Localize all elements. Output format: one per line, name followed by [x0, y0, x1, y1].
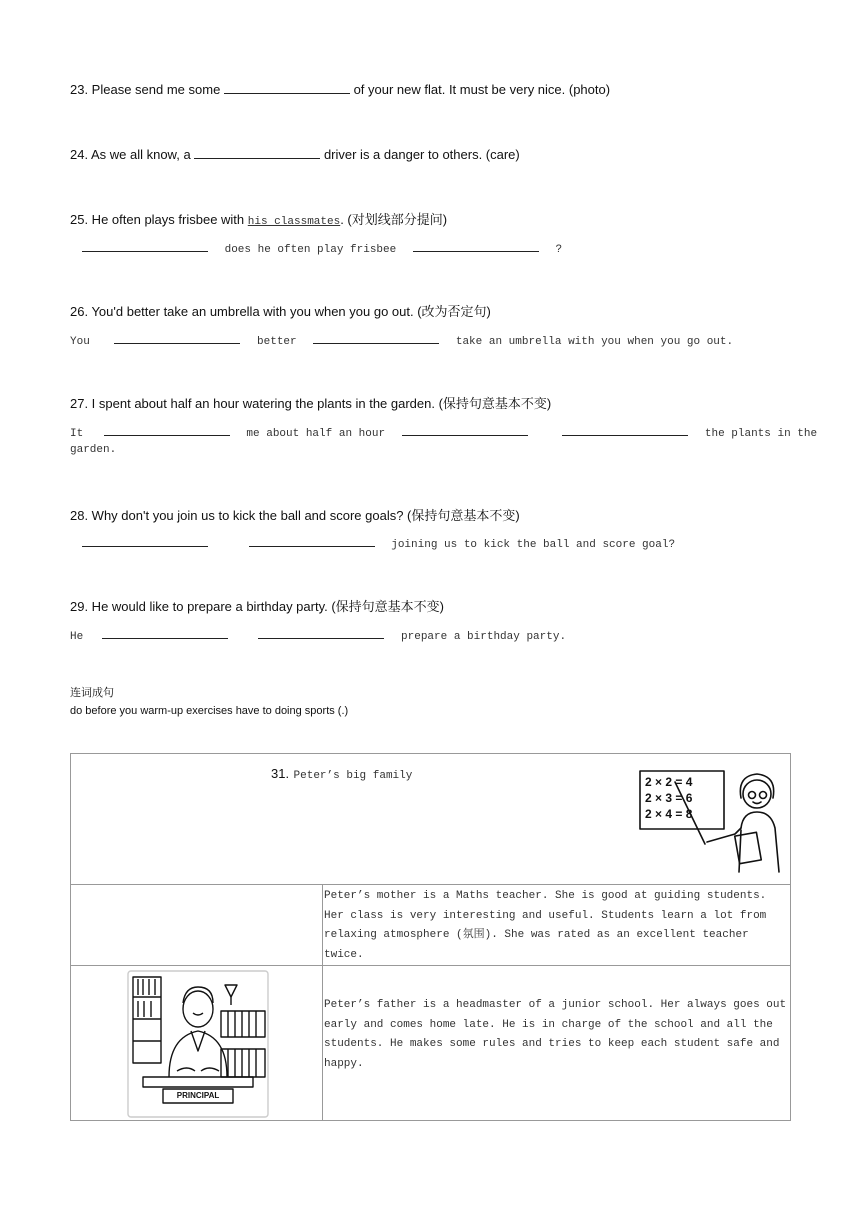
- question-23-text: 23. Please send me some: [70, 82, 221, 97]
- father-description: Peter’s father is a headmaster of a junior school. Her always goes out early and comes home late. He is in charge of the school and all the students. He makes some rules and tries to keep each student safe and happy.: [324, 999, 787, 1070]
- question-27: 27. I spent about half an hour watering the plants in the garden. (保持句意基本不变): [70, 396, 552, 411]
- question-23: [70, 82, 610, 98]
- section-title: 连词成句: [70, 687, 114, 699]
- answer-line-27-wrap: garden.: [70, 444, 117, 456]
- principal-plaque: PRINCIPAL: [176, 1091, 220, 1100]
- answer-blank[interactable]: [102, 627, 228, 639]
- card-title: Peter’s big family: [293, 770, 413, 782]
- answer-text: the plants in the: [704, 428, 818, 440]
- equation: 2 × 4 = 8: [645, 807, 693, 821]
- question-25: [70, 212, 447, 230]
- question-28: 28. Why don't you join us to kick the ball and score goals? (保持句意基本不变): [70, 508, 520, 523]
- question-25-text: 25. He often plays frisbee with: [70, 212, 245, 227]
- answer-blank[interactable]: [82, 240, 208, 252]
- answer-text: He: [70, 631, 84, 643]
- answer-blank[interactable]: [104, 424, 230, 436]
- answer-blank[interactable]: [224, 82, 350, 94]
- blackboard-text: [645, 774, 692, 822]
- answer-text: does he often play frisbee: [224, 244, 397, 256]
- answer-blank[interactable]: [413, 240, 539, 252]
- family-card: [70, 753, 791, 1121]
- mother-image-cell: [71, 885, 323, 966]
- card-header: [71, 754, 791, 885]
- answer-blank[interactable]: [402, 424, 528, 436]
- question-23-hint: of your new flat. It must be very nice. (photo): [353, 82, 611, 97]
- equation: 2 × 3 = 6: [645, 791, 693, 805]
- father-image-cell: [71, 966, 323, 1121]
- card-title-line: [271, 765, 412, 783]
- answer-blank[interactable]: [313, 332, 439, 344]
- answer-blank[interactable]: [258, 627, 384, 639]
- answer-blank[interactable]: [194, 147, 320, 159]
- question-24: [70, 147, 520, 163]
- question-29: 29. He would like to prepare a birthday party. (保持句意基本不变): [70, 599, 445, 614]
- answer-line-25: [82, 240, 562, 257]
- question-24-text: 24. As we all know, a: [70, 147, 191, 162]
- question-26: 26. You'd better take an umbrella with you when you go out. (改为否定句): [70, 304, 491, 319]
- answer-line-26: [70, 332, 733, 349]
- underlined-phrase: his classmates: [247, 216, 341, 228]
- answer-text: You: [70, 336, 90, 348]
- mother-description: Peter’s mother is a Maths teacher. She is good at guiding students. Her class is very interesting and useful. Students learn a lot from relaxing atmosphere (氛围). She was rated as an excellent teacher twice.: [324, 890, 767, 961]
- answer-text: joining us to kick the ball and score goal?: [391, 539, 676, 551]
- mother-description-cell: [323, 885, 791, 966]
- answer-blank[interactable]: [249, 535, 375, 547]
- answer-blank[interactable]: [82, 535, 208, 547]
- father-description-cell: [323, 966, 791, 1121]
- answer-text: me about half an hour: [246, 428, 386, 440]
- answer-text: It: [70, 428, 84, 440]
- answer-line-28: [82, 535, 675, 552]
- answer-line-27: [70, 424, 817, 441]
- question-24-hint: driver is a danger to others. (care): [323, 147, 520, 162]
- scrambled-words: do before you warm-up exercises have to doing sports (.): [70, 705, 349, 717]
- card-number: 31.: [271, 766, 290, 781]
- answer-blank[interactable]: [114, 332, 240, 344]
- equation: 2 × 2 = 4: [645, 775, 693, 789]
- answer-text: better: [257, 336, 297, 348]
- answer-line-29: [70, 627, 566, 644]
- answer-text: ?: [555, 244, 563, 256]
- answer-text: prepare a birthday party.: [401, 631, 567, 643]
- answer-text: take an umbrella with you when you go out.: [455, 336, 734, 348]
- question-25-instruction: . (对划线部分提问): [340, 212, 448, 227]
- answer-blank[interactable]: [562, 424, 688, 436]
